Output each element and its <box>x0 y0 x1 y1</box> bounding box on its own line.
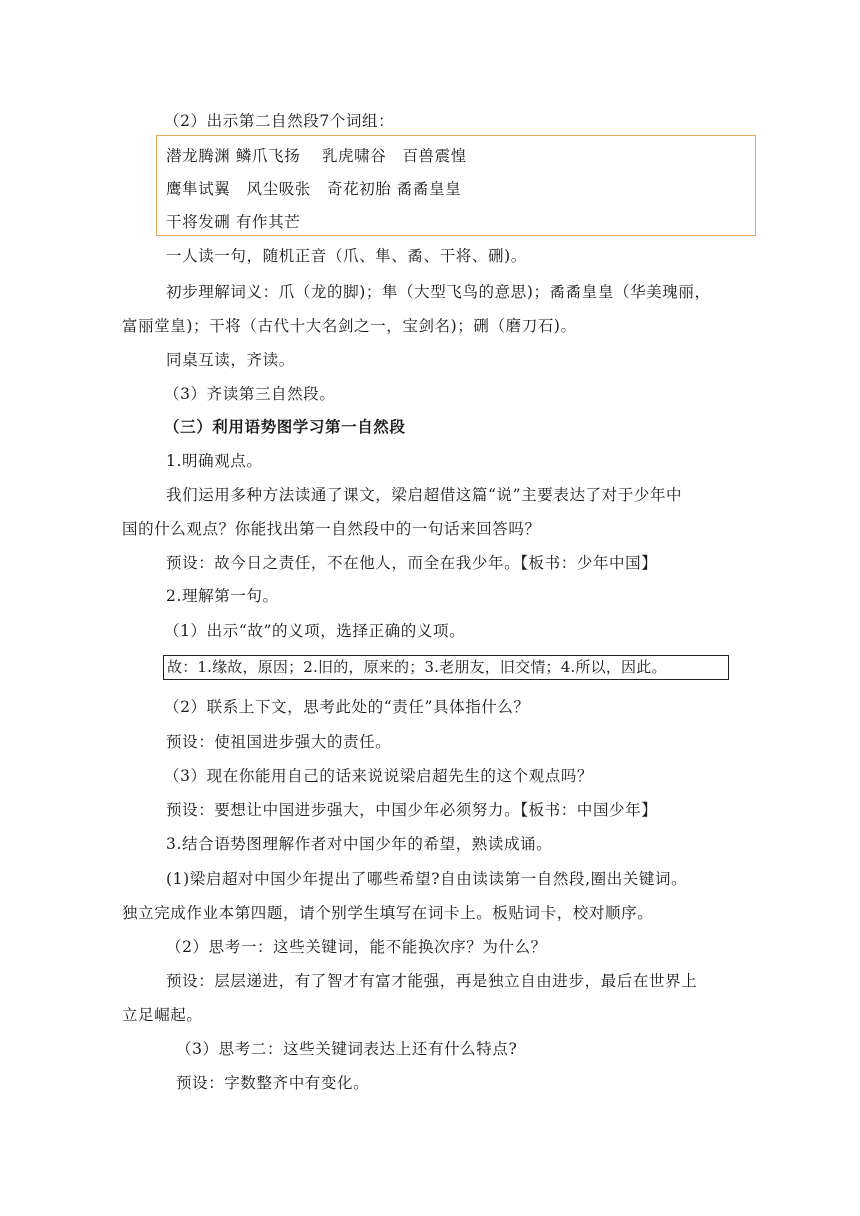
substep-1-heading: （1）出示“故”的义项，选择正确的义项。 <box>164 622 466 640</box>
step-3-heading: （3）齐读第三自然段。 <box>164 385 336 403</box>
preset-answer-4-line-1: 预设：层层递进，有了智才有富才能强，再是独立自由进步，最后在世界上 <box>166 972 698 990</box>
vocab-text-line-1: 初步理解词义：爪（龙的脚)；隼（大型飞鸟的意思)；矞矞皇皇（华美瑰丽， <box>166 283 711 301</box>
preset-answer-1: 预设：故今日之责任，不在他人，而全在我少年。【板书：少年中国】 <box>166 554 658 572</box>
substep-3-heading: （3）现在你能用自己的话来说说梁启超先生的这个观点吗？ <box>164 767 594 785</box>
task-text-line-1: (1)梁启超对中国少年提出了哪些希望?自由读读第一自然段,圈出关键词。 <box>166 870 688 888</box>
point-2-heading: 2.理解第一句。 <box>166 587 279 605</box>
substep-2-heading: （2）联系上下文，思考此处的“责任”具体指什么？ <box>164 698 530 716</box>
phrase-line-2: 鹰隼试翼 风尘吸张 奇花初胎 矞矞皇皇 <box>166 180 462 198</box>
section-3-heading: （三）利用语势图学习第一自然段 <box>164 417 406 436</box>
think-2-heading: （3）思考二：这些关键词表达上还有什么特点? <box>176 1040 518 1058</box>
task-text-line-2: 独立完成作业本第四题，请个别学生填写在词卡上。板贴词卡，校对顺序。 <box>122 904 654 922</box>
phrase-line-3: 干将发硎 有作其芒 <box>166 213 301 231</box>
preset-answer-2: 预设：使祖国进步强大的责任。 <box>166 733 392 751</box>
meaning-text: 故：1.缘故，原因；2.旧的，原来的；3.老朋友，旧交情；4.所以，因此。 <box>167 658 667 676</box>
think-1-heading: （2）思考一：这些关键词，能不能换次序？为什么？ <box>166 938 547 956</box>
phrase-line-1: 潜龙腾渊 鳞爪飞扬 乳虎啸谷 百兽震惶 <box>166 147 467 165</box>
question-line-1: 我们运用多种方法读通了课文，梁启超借这篇“说”主要表达了对于少年中 <box>166 486 683 504</box>
vocab-text-line-2: 富丽堂皇)；干将（古代十大名剑之一，宝剑名)；硎（磨刀石)。 <box>122 317 577 335</box>
point-1-heading: 1.明确观点。 <box>166 452 263 470</box>
preset-answer-3: 预设：要想让中国进步强大，中国少年必须努力。【板书：中国少年】 <box>166 801 658 819</box>
point-3-heading: 3.结合语势图理解作者对中国少年的希望，熟读成诵。 <box>166 835 553 853</box>
step-2-heading: （2）出示第二自然段7个词组： <box>164 112 395 130</box>
pair-reading-text: 同桌互读，齐读。 <box>166 351 295 369</box>
preset-answer-4-line-2: 立足崛起。 <box>122 1006 203 1024</box>
question-line-2: 国的什么观点？你能找出第一自然段中的一句话来回答吗？ <box>122 520 541 538</box>
pronunciation-text: 一人读一句，随机正音（爪、隼、矞、干将、硎)。 <box>166 247 527 265</box>
preset-answer-5: 预设：字数整齐中有变化。 <box>176 1074 370 1092</box>
